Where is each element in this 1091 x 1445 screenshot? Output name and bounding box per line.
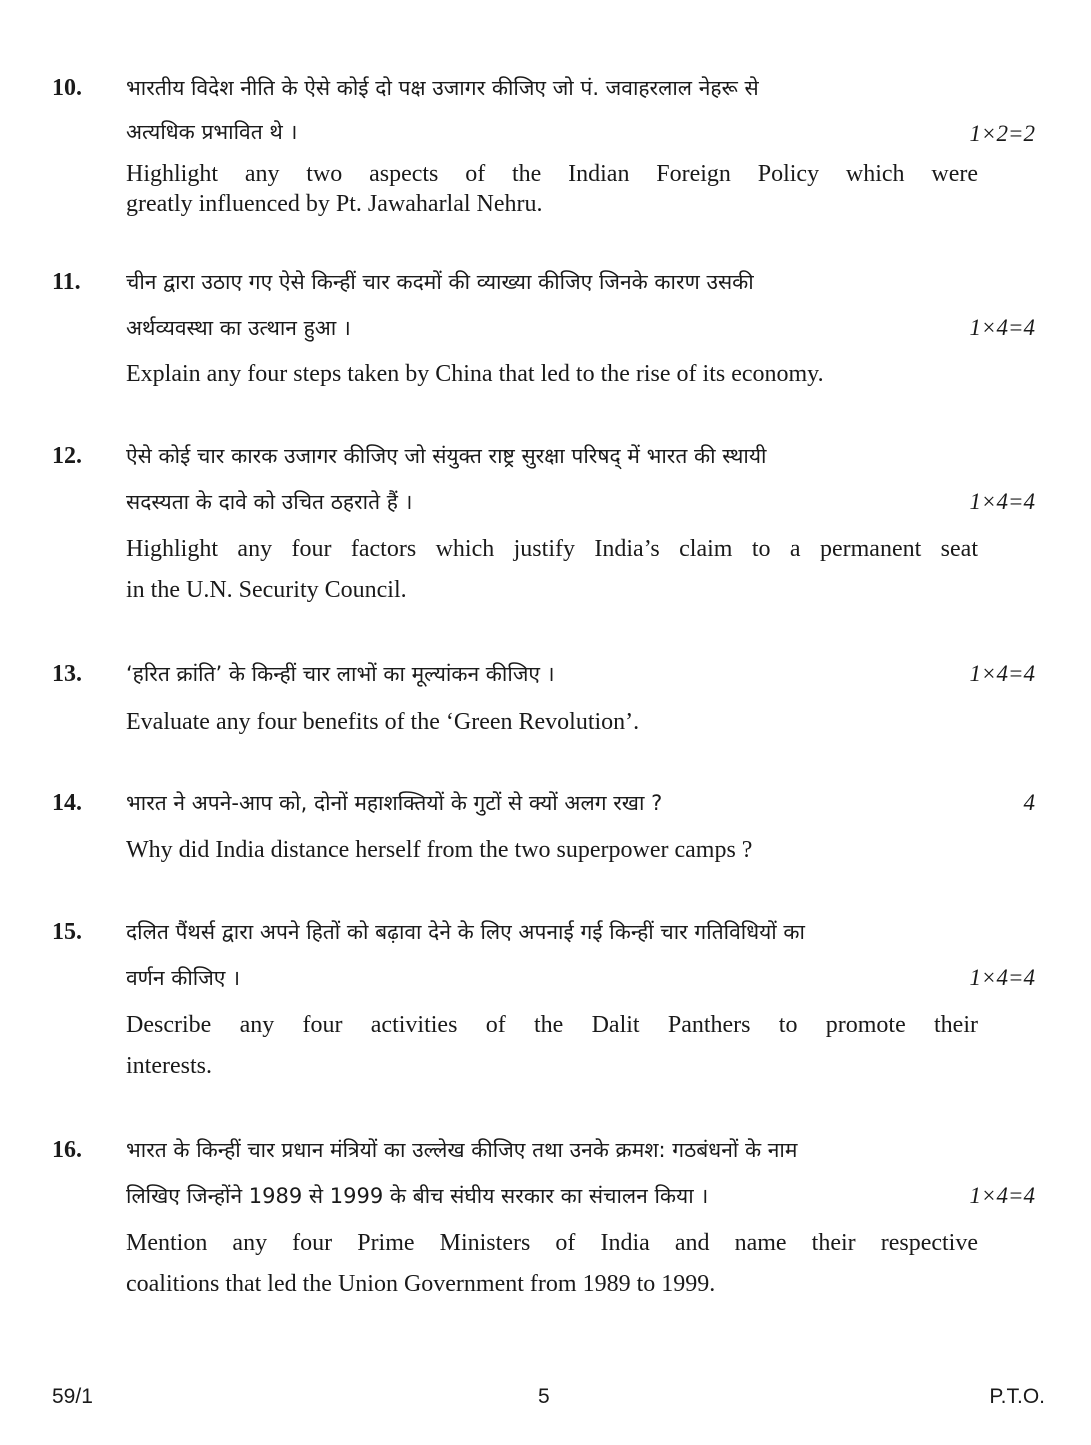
marks: 1×4=4	[969, 489, 1035, 514]
hindi-line: अर्थव्यवस्था का उत्थान हुआ ।	[126, 316, 351, 340]
english-line: Why did India distance herself from the two superpower camps ?	[126, 837, 753, 863]
hindi-line: अत्यधिक प्रभावित थे ।	[126, 120, 298, 144]
marks: 1×2=2	[969, 121, 1035, 146]
english-line: Highlight any four factors which justify India’s claim to a permanent seat	[126, 536, 978, 562]
english-line: in the U.N. Security Council.	[126, 577, 407, 603]
question-number: 14.	[52, 790, 82, 816]
hindi-line: ऐसे कोई चार कारक उजागर कीजिए जो संयुक्त राष्ट्र सुरक्षा परिषद् में भारत की स्थायी	[126, 444, 767, 468]
hindi-line: लिखिए जिन्होंने 1989 से 1999 के बीच संघीय सरकार का संचालन किया ।	[126, 1184, 709, 1208]
marks: 4	[1023, 790, 1035, 815]
english-line: Evaluate any four benefits of the ‘Green Revolution’.	[126, 709, 640, 735]
english-line: Highlight any two aspects of the Indian Foreign Policy which were	[126, 161, 978, 187]
english-line: Explain any four steps taken by China that led to the rise of its economy.	[126, 361, 824, 387]
marks: 1×4=4	[969, 661, 1035, 686]
hindi-line: वर्णन कीजिए ।	[126, 966, 241, 990]
hindi-line: ‘हरित क्रांति’ के किन्हीं चार लाभों का मूल्यांकन कीजिए ।	[126, 662, 555, 686]
english-line: interests.	[126, 1053, 212, 1079]
hindi-line: भारतीय विदेश नीति के ऐसे कोई दो पक्ष उजागर कीजिए जो पं. जवाहरलाल नेहरू से	[126, 76, 759, 100]
page-number: 5	[538, 1385, 550, 1408]
english-line: greatly influenced by Pt. Jawaharlal Nehru.	[126, 191, 543, 217]
question-number: 15.	[52, 919, 82, 945]
marks: 1×4=4	[969, 965, 1035, 990]
marks: 1×4=4	[969, 315, 1035, 340]
question-number: 13.	[52, 661, 82, 687]
hindi-line: भारत ने अपने-आप को, दोनों महाशक्तियों के गुटों से क्यों अलग रखा ?	[126, 791, 663, 815]
hindi-line: सदस्यता के दावे को उचित ठहराते हैं ।	[126, 490, 413, 514]
question-number: 11.	[52, 269, 81, 295]
hindi-line: भारत के किन्हीं चार प्रधान मंत्रियों का उल्लेख कीजिए तथा उनके क्रमश: गठबंधनों के नाम	[126, 1138, 798, 1162]
marks: 1×4=4	[969, 1183, 1035, 1208]
question-number: 12.	[52, 443, 82, 469]
paper-code: 59/1	[52, 1385, 93, 1408]
english-line: Mention any four Prime Ministers of India and name their respective	[126, 1230, 978, 1256]
hindi-line: चीन द्वारा उठाए गए ऐसे किन्हीं चार कदमों की व्याख्या कीजिए जिनके कारण उसकी	[126, 270, 754, 294]
question-number: 10.	[52, 75, 82, 101]
english-line: coalitions that led the Union Government from 1989 to 1999.	[126, 1271, 716, 1297]
english-line: Describe any four activities of the Dalit Panthers to promote their	[126, 1012, 978, 1038]
pto-label: P.T.O.	[989, 1385, 1045, 1408]
hindi-line: दलित पैंथर्स द्वारा अपने हितों को बढ़ावा देने के लिए अपनाई गई किन्हीं चार गतिविधियों का	[126, 920, 805, 944]
question-number: 16.	[52, 1137, 82, 1163]
